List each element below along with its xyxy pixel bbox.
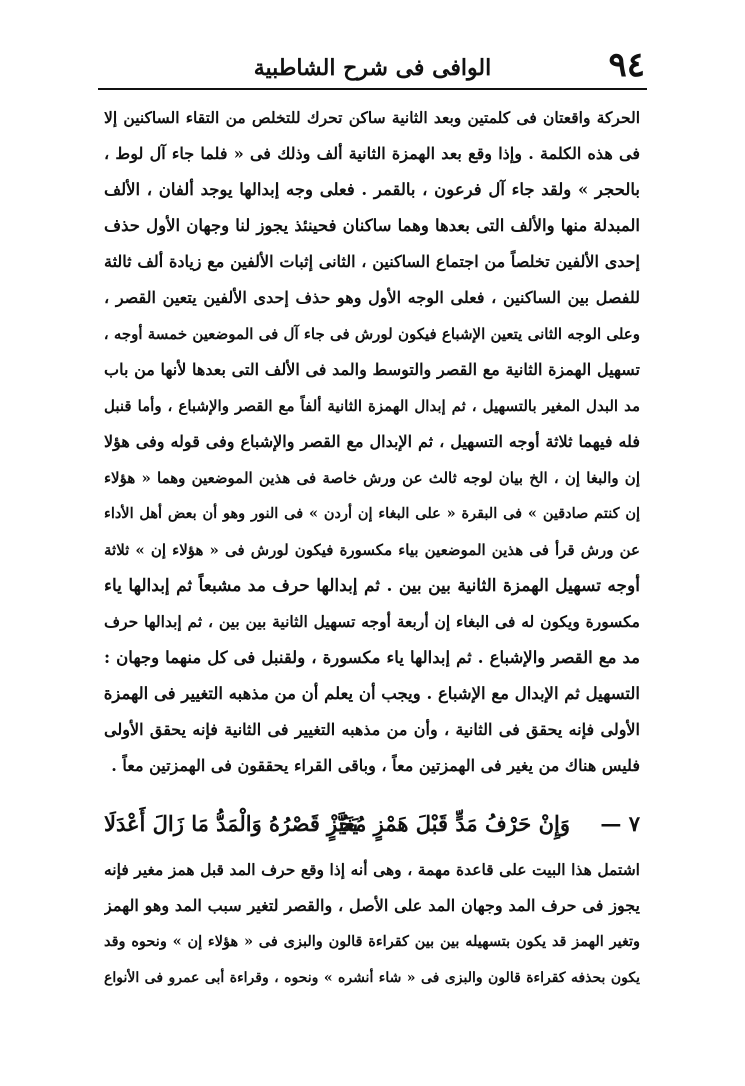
text-line: تسهيل الهمزة الثانية مع القصر والتوسط والمد فى الألف التى بعدها لأنها من باب [104, 360, 640, 379]
page-header [100, 40, 645, 90]
poem-verse [104, 796, 640, 852]
text-line: التسهيل ثم الإبدال مع الإشباع . ويجب أن يعلم أن من مذهبه التغيير فى الهمزة [104, 684, 640, 703]
verse-second-hemistich: يَجُزْ قَصْرُهُ وَالْمَدُّ مَا زَالَ أَعْدَلَا [104, 811, 359, 836]
text-line: مد مع القصر والإشباع . ثم إبدالها ياء مكسورة ، ولقنبل فى كل منهما وجهان : [104, 648, 640, 667]
verse-number: ٧ — [600, 811, 640, 836]
running-title: الوافى فى شرح الشاطبية [253, 55, 492, 81]
text-line: فله فيهما ثلاثة أوجه التسهيل ، ثم الإبدال مع القصر والإشباع وفى قوله وفى هؤلا [104, 432, 640, 451]
text-line: مد البدل المغير بالتسهيل ، ثم إبدال الهمزة الثانية ألفاً مع القصر والإشباع ، وأما قنبل [104, 397, 640, 415]
text-line: الأولى فإنه يحقق فى الثانية ، وأن من مذهبه التغيير فى الثانية فإنه يحقق الأولى [104, 720, 640, 739]
text-line: أوجه تسهيل الهمزة الثانية بين بين . ثم إبدالها حرف مد مشبعاً ثم إبدالها ياء [104, 576, 640, 596]
text-line: إحدى الألفين تخلصاً من اجتماع الساكنين ، الثانى إثبات الألفين مع زيادة ألف ثالثة [104, 252, 640, 271]
text-line: يكون بحذفه كقراءة قالون والبزى فى « شاء أنشره » ونحوه ، وقراءة أبى عمرو فى الأنواع [104, 970, 640, 986]
text-line: المبدلة منها والألف التى بعدها وهما ساكنان فحينئذ يجوز لنا وجهان الأول حذف [104, 216, 640, 235]
text-line: إن كنتم صادقين » فى البقرة « على البغاء إن أردن » فى النور وهو أن بعض أهل الأداء [104, 505, 640, 522]
commentary-block-2 [104, 852, 640, 996]
text-line: للفصل بين الساكنين ، فعلى الوجه الأول وهو حذف إحدى الألفين يتعين القصر ، [104, 288, 640, 307]
header-rule [98, 88, 647, 90]
text-line: يجوز فى حرف المد وجهان المد على الأصل ، والقصر لتغير سبب المد وهو الهمز [104, 896, 640, 915]
verse-first-hemistich: وَإِنْ حَرْفُ مَدٍّ قَبْلَ هَمْزٍ مُغَيَّرٍ [327, 811, 570, 836]
page-number: ٩٤ [608, 45, 645, 85]
text-line: اشتمل هذا البيت على قاعدة مهمة ، وهى أنه إذا وقع حرف المد قبل همز مغير فإنه [104, 860, 640, 879]
text-line: إن والبغا إن ، الخ بيان لوجه ثالث عن ورش خاصة فى هذين الموضعين وهما « هؤلاء [104, 469, 640, 487]
text-line: وتغير الهمز قد يكون بتسهيله بين بين كقراءة قالون والبزى فى « هؤلاء إن » ونحوه وقد [104, 933, 640, 950]
text-line: بالحجر » ولقد جاء آل فرعون ، بالقمر . فعلى وجه إبدالها يوجد ألفان ، الألف [104, 180, 640, 199]
text-line: وعلى الوجه الثانى يتعين الإشباع فيكون لورش فى جاء آل فى الموضعين خمسة أوجه ، [104, 325, 640, 343]
text-line: الحركة واقعتان فى كلمتين وبعد الثانية ساكن تحرك للتخلص من التقاء الساكنين إلا [104, 108, 640, 127]
text-line: فليس هناك من يغير فى الهمزتين معاً ، وباقى القراء يحققون فى الهمزتين معاً . [111, 756, 640, 775]
text-line: مكسورة ويكون له فى البغاء إن أربعة أوجه تسهيل الثانية بين بين ، ثم إبدالها حرف [104, 612, 640, 631]
commentary-block-1 [104, 100, 640, 784]
text-line: فى هذه الكلمة . وإذا وقع بعد الهمزة الثانية ألف وذلك فى « فلما جاء آل لوط ، [104, 144, 640, 163]
text-line: عن ورش قرأ فى هذين الموضعين بياء مكسورة فيكون لورش فى « هؤلاء إن » ثلاثة [104, 541, 640, 559]
